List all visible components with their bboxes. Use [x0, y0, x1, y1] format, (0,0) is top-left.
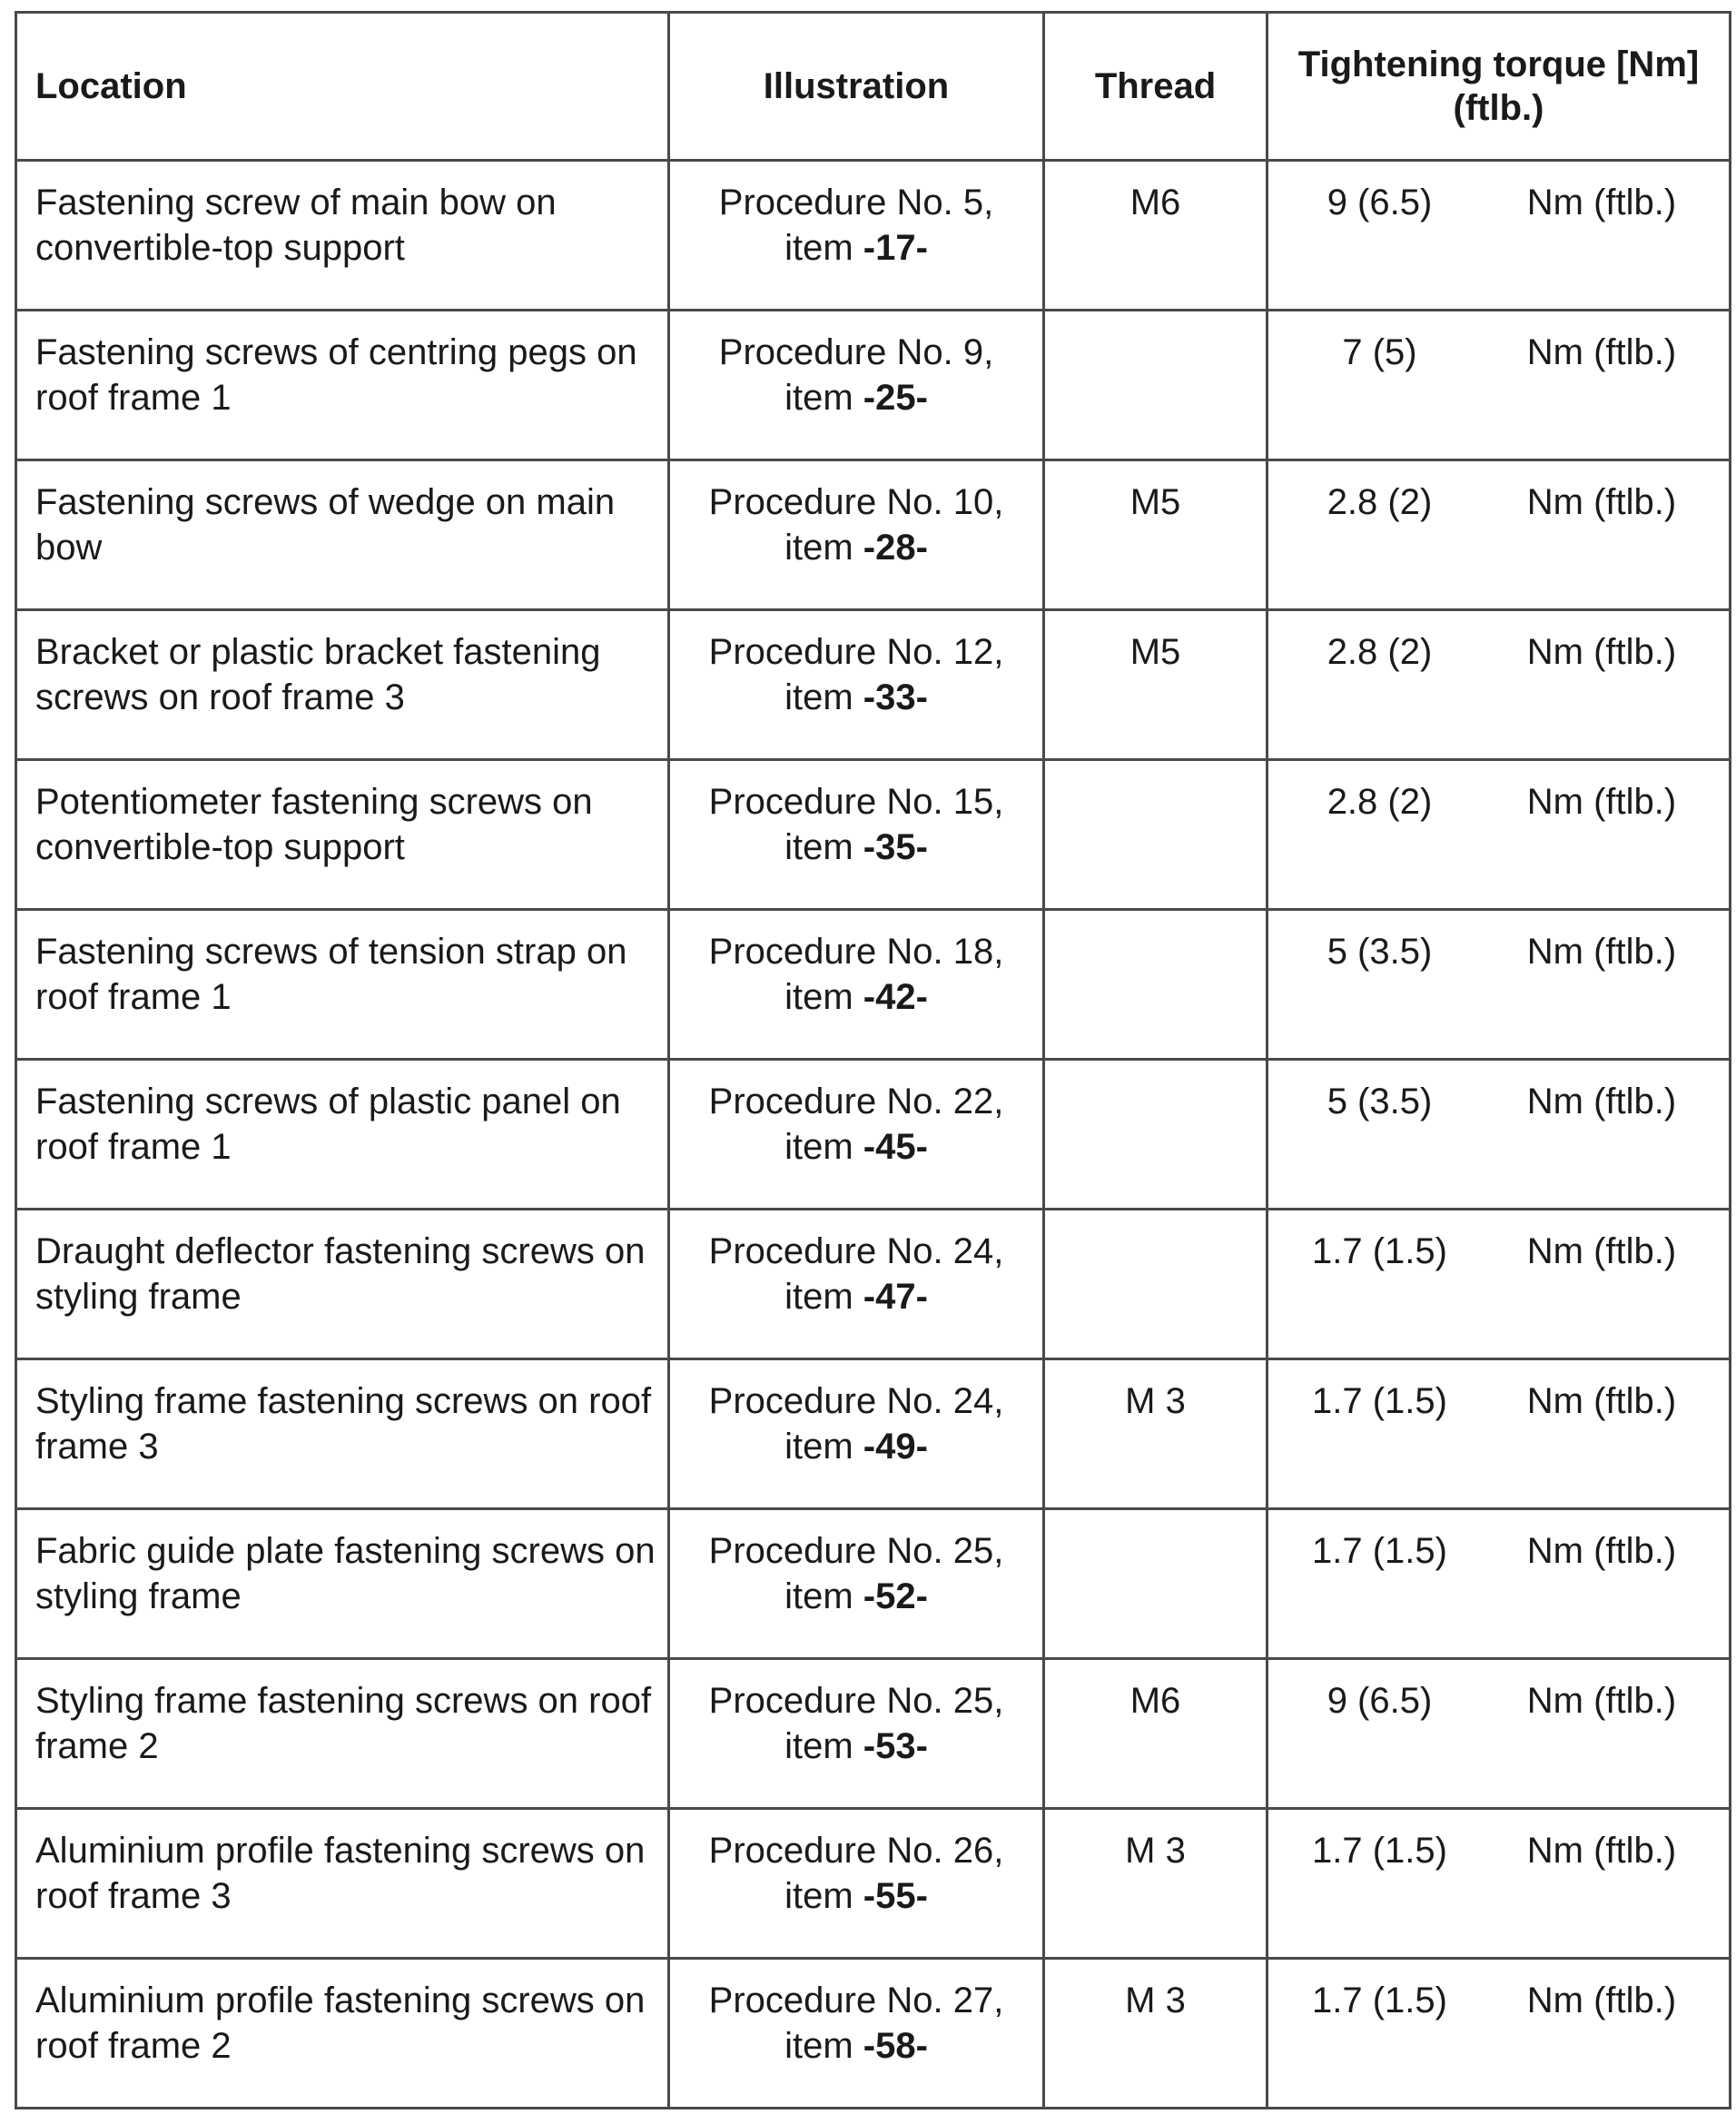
illustration-cell — [669, 610, 1044, 760]
header-torque-title: Tightening torque [Nm] — [1297, 44, 1700, 84]
procedure-ref: Procedure No. 24, — [708, 1381, 1004, 1421]
header-illustration: Illustration — [669, 13, 1044, 161]
item-ref — [670, 1124, 1042, 1170]
item-label: item — [784, 1127, 863, 1167]
item-number: -52- — [863, 1576, 928, 1616]
item-label: item — [784, 1576, 863, 1616]
header-row — [16, 13, 1731, 161]
item-number: -33- — [863, 677, 928, 717]
torque-value: 2.8 (2) — [1327, 482, 1433, 522]
header-tightening-torque — [1267, 13, 1731, 161]
torque-value: 1.7 (1.5) — [1312, 1531, 1447, 1571]
torque-value: 2.8 (2) — [1327, 782, 1433, 822]
thread-cell — [1044, 1509, 1267, 1659]
item-label: item — [784, 827, 863, 867]
illustration-cell — [669, 161, 1044, 311]
item-number: -25- — [863, 378, 928, 418]
item-ref — [670, 1873, 1042, 1919]
item-ref — [670, 1274, 1042, 1319]
torque-unit: Nm (ftlb.) — [1526, 1681, 1677, 1721]
torque-unit: Nm (ftlb.) — [1526, 932, 1677, 972]
torque-value: 9 (6.5) — [1327, 1681, 1433, 1721]
procedure-ref: Procedure No. 22, — [708, 1082, 1004, 1121]
thread-cell: M 3 — [1044, 1959, 1267, 2109]
torque-value: 1.7 (1.5) — [1312, 1981, 1447, 2020]
torque-table — [15, 11, 1731, 2109]
location-cell: Fastening screws of centring pegs on roof frame 1 — [16, 311, 669, 460]
illustration-cell — [669, 1659, 1044, 1809]
torque-cell — [1267, 1359, 1731, 1509]
procedure-ref: Procedure No. 27, — [708, 1981, 1004, 2020]
thread-cell — [1044, 760, 1267, 910]
procedure-ref: Procedure No. 25, — [708, 1681, 1004, 1721]
table-row — [16, 1359, 1731, 1509]
item-number: -58- — [863, 2026, 928, 2066]
table-row — [16, 1659, 1731, 1809]
location-cell: Fastening screw of main bow on convertible-top support — [16, 161, 669, 311]
torque-cell — [1267, 161, 1731, 311]
thread-cell — [1044, 910, 1267, 1060]
item-number: -55- — [863, 1876, 928, 1916]
torque-cell — [1267, 1659, 1731, 1809]
table-row — [16, 161, 1731, 311]
item-number: -35- — [863, 827, 928, 867]
torque-unit: Nm (ftlb.) — [1526, 482, 1677, 522]
item-ref — [670, 974, 1042, 1020]
torque-cell — [1267, 1509, 1731, 1659]
item-ref — [670, 825, 1042, 870]
item-label: item — [784, 1277, 863, 1317]
table-row — [16, 760, 1731, 910]
thread-cell: M 3 — [1044, 1359, 1267, 1509]
torque-value: 9 (6.5) — [1327, 183, 1433, 222]
torque-value: 1.7 (1.5) — [1312, 1381, 1447, 1421]
item-label: item — [784, 1726, 863, 1766]
illustration-cell — [669, 910, 1044, 1060]
location-cell: Fastening screws of wedge on main bow — [16, 460, 669, 610]
torque-unit: Nm (ftlb.) — [1526, 632, 1677, 672]
torque-value: 1.7 (1.5) — [1312, 1231, 1447, 1271]
table-row — [16, 1509, 1731, 1659]
item-ref — [670, 1424, 1042, 1469]
torque-cell — [1267, 1060, 1731, 1210]
procedure-ref: Procedure No. 9, — [718, 332, 994, 372]
torque-unit: Nm (ftlb.) — [1526, 1381, 1677, 1421]
item-label: item — [784, 228, 863, 268]
illustration-cell — [669, 311, 1044, 460]
torque-cell — [1267, 311, 1731, 460]
item-ref — [670, 1724, 1042, 1769]
table-row — [16, 311, 1731, 460]
thread-cell: M6 — [1044, 1659, 1267, 1809]
location-cell: Styling frame fastening screws on roof frame 2 — [16, 1659, 669, 1809]
procedure-ref: Procedure No. 5, — [718, 183, 994, 222]
illustration-cell — [669, 1959, 1044, 2109]
torque-unit: Nm (ftlb.) — [1526, 1981, 1677, 2020]
item-label: item — [784, 528, 863, 568]
torque-unit: Nm (ftlb.) — [1526, 183, 1677, 222]
torque-cell — [1267, 1809, 1731, 1959]
procedure-ref: Procedure No. 15, — [708, 782, 1004, 822]
item-label: item — [784, 677, 863, 717]
thread-cell: M5 — [1044, 460, 1267, 610]
torque-value: 5 (3.5) — [1327, 1082, 1433, 1121]
thread-cell — [1044, 311, 1267, 460]
location-cell: Bracket or plastic bracket fastening screws on roof frame 3 — [16, 610, 669, 760]
table-row — [16, 910, 1731, 1060]
table-row — [16, 1060, 1731, 1210]
header-location: Location — [16, 13, 669, 161]
table-body — [16, 161, 1731, 2109]
torque-unit: Nm (ftlb.) — [1526, 1082, 1677, 1121]
thread-cell: M 3 — [1044, 1809, 1267, 1959]
procedure-ref: Procedure No. 18, — [708, 932, 1004, 972]
torque-unit: Nm (ftlb.) — [1526, 1531, 1677, 1571]
illustration-cell — [669, 1060, 1044, 1210]
procedure-ref: Procedure No. 25, — [708, 1531, 1004, 1571]
illustration-cell — [669, 1809, 1044, 1959]
procedure-ref: Procedure No. 12, — [708, 632, 1004, 672]
item-ref — [670, 675, 1042, 720]
location-cell: Fabric guide plate fastening screws on styling frame — [16, 1509, 669, 1659]
item-label: item — [784, 1876, 863, 1916]
thread-cell — [1044, 1210, 1267, 1359]
procedure-ref: Procedure No. 26, — [708, 1831, 1004, 1871]
torque-cell — [1267, 910, 1731, 1060]
torque-cell — [1267, 610, 1731, 760]
torque-unit: Nm (ftlb.) — [1526, 332, 1677, 372]
header-thread: Thread — [1044, 13, 1267, 161]
table-row — [16, 610, 1731, 760]
item-number: -47- — [863, 1277, 928, 1317]
illustration-cell — [669, 1359, 1044, 1509]
torque-value: 5 (3.5) — [1327, 932, 1433, 972]
item-ref — [670, 2023, 1042, 2069]
torque-cell — [1267, 1959, 1731, 2109]
item-ref — [670, 525, 1042, 570]
item-number: -45- — [863, 1127, 928, 1167]
torque-cell — [1267, 760, 1731, 910]
illustration-cell — [669, 1210, 1044, 1359]
location-cell: Fastening screws of tension strap on roof frame 1 — [16, 910, 669, 1060]
item-number: -49- — [863, 1427, 928, 1467]
location-cell: Fastening screws of plastic panel on roof frame 1 — [16, 1060, 669, 1210]
item-ref — [670, 1574, 1042, 1619]
torque-unit: Nm (ftlb.) — [1526, 1231, 1677, 1271]
header-torque-unit: (ftlb.) — [1453, 88, 1544, 128]
torque-cell — [1267, 460, 1731, 610]
item-number: -42- — [863, 977, 928, 1017]
procedure-ref: Procedure No. 24, — [708, 1231, 1004, 1271]
torque-value: 2.8 (2) — [1327, 632, 1433, 672]
illustration-cell — [669, 760, 1044, 910]
procedure-ref: Procedure No. 10, — [708, 482, 1004, 522]
location-cell: Draught deflector fastening screws on styling frame — [16, 1210, 669, 1359]
thread-cell: M5 — [1044, 610, 1267, 760]
torque-value: 7 (5) — [1342, 332, 1417, 372]
item-ref — [670, 375, 1042, 420]
illustration-cell — [669, 1509, 1044, 1659]
torque-cell — [1267, 1210, 1731, 1359]
table-row — [16, 1959, 1731, 2109]
torque-unit: Nm (ftlb.) — [1526, 1831, 1677, 1871]
torque-value: 1.7 (1.5) — [1312, 1831, 1447, 1871]
item-number: -17- — [863, 228, 928, 268]
item-ref — [670, 225, 1042, 271]
thread-cell: M6 — [1044, 161, 1267, 311]
table-header — [16, 13, 1731, 161]
illustration-cell — [669, 460, 1044, 610]
torque-unit: Nm (ftlb.) — [1526, 782, 1677, 822]
thread-cell — [1044, 1060, 1267, 1210]
item-number: -28- — [863, 528, 928, 568]
item-label: item — [784, 977, 863, 1017]
location-cell: Styling frame fastening screws on roof frame 3 — [16, 1359, 669, 1509]
location-cell: Aluminium profile fastening screws on roof frame 2 — [16, 1959, 669, 2109]
item-label: item — [784, 378, 863, 418]
item-label: item — [784, 1427, 863, 1467]
item-number: -53- — [863, 1726, 928, 1766]
location-cell: Potentiometer fastening screws on convertible-top support — [16, 760, 669, 910]
item-label: item — [784, 2026, 863, 2066]
table-row — [16, 1809, 1731, 1959]
table-row — [16, 460, 1731, 610]
location-cell: Aluminium profile fastening screws on roof frame 3 — [16, 1809, 669, 1959]
table-row — [16, 1210, 1731, 1359]
